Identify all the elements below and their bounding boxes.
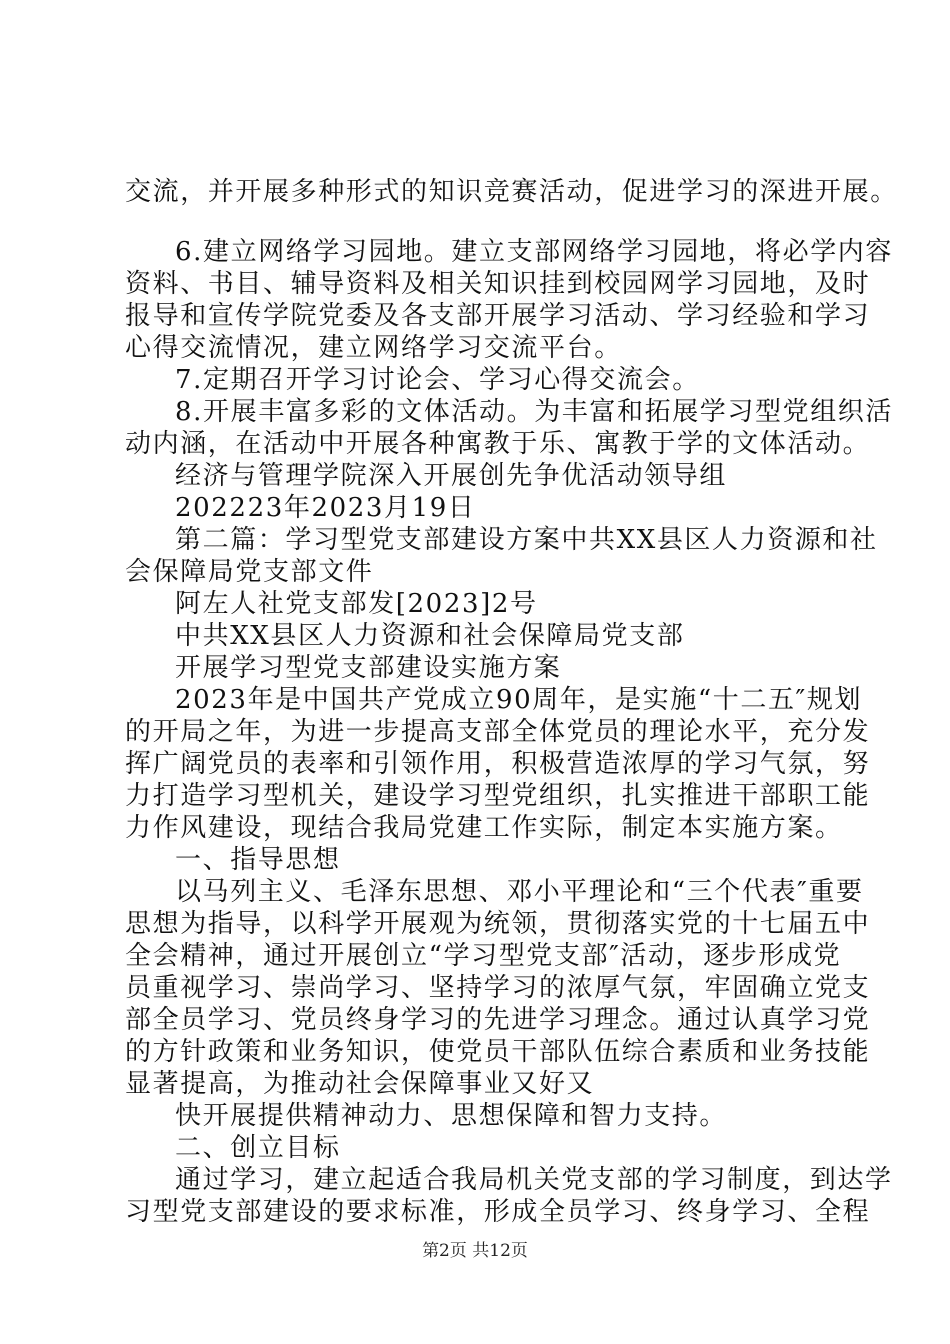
section-heading: 一、指导思想	[175, 845, 341, 875]
text-line: 员重视学习、崇尚学习、坚持学习的浓厚气氛，牢固确立党支	[125, 973, 871, 1003]
text-line: 习型党支部建设的要求标准，形成全员学习、终身学习、全程	[125, 1197, 871, 1227]
text-line: 报导和宣传学院党委及各支部开展学习活动、学习经验和学习	[125, 301, 871, 331]
text-line: 阿左人社党支部发[2023]2号	[175, 589, 538, 619]
text-line: 的开局之年，为进一步提高支部全体党员的理论水平，充分发	[125, 717, 871, 747]
text-line: 中共XX县区人力资源和社会保障局党支部	[175, 621, 685, 651]
text-line: 会保障局党支部文件	[125, 557, 374, 587]
text-line: 显著提高，为推动社会保障事业又好又	[125, 1069, 595, 1099]
text-line: 开展学习型党支部建设实施方案	[175, 653, 562, 683]
text-line: 思想为指导，以科学开展观为统领，贯彻落实党的十七届五中	[125, 909, 871, 939]
text-line: 7.定期召开学习讨论会、学习心得交流会。	[175, 365, 700, 395]
section-heading: 第二篇：学习型党支部建设方案中共XX县区人力资源和社	[175, 525, 878, 555]
text-line: 2023年是中国共产党成立90周年，是实施“十二五″规划	[175, 685, 863, 715]
text-line: 心得交流情况，建立网络学习交流平台。	[125, 333, 622, 363]
text-line: 动内涵，在活动中开展各种寓教于乐、寓教于学的文体活动。	[125, 429, 871, 459]
text-line: 经济与管理学院深入开展创先争优活动领导组	[175, 461, 728, 491]
text-line: 交流，并开展多种形式的知识竞赛活动，促进学习的深进开展。	[125, 177, 898, 207]
text-line: 力打造学习型机关，建设学习型党组织，扎实推进干部职工能	[125, 781, 871, 811]
text-line: 的方针政策和业务知识，使党员干部队伍综合素质和业务技能	[125, 1037, 871, 1067]
text-line: 挥广阔党员的表率和引领作用，积极营造浓厚的学习气氛，努	[125, 749, 871, 779]
text-line: 以马列主义、毛泽东思想、邓小平理论和“三个代表″重要	[175, 877, 864, 907]
page-number-footer: 第2页 共12页	[422, 1241, 528, 1261]
text-line: 力作风建设，现结合我局党建工作实际，制定本实施方案。	[125, 813, 843, 843]
text-line: 快开展提供精神动力、思想保障和智力支持。	[175, 1101, 728, 1131]
text-line: 资料、书目、辅导资料及相关知识挂到校园网学习园地，及时	[125, 269, 871, 299]
text-line: 202223年2023月19日	[175, 493, 476, 523]
section-heading: 二、创立目标	[175, 1133, 341, 1163]
text-line: 部全员学习、党员终身学习的先进学习理念。通过认真学习党	[125, 1005, 871, 1035]
text-line: 通过学习，建立起适合我局机关党支部的学习制度，到达学	[175, 1165, 893, 1195]
text-line: 全会精神，通过开展创立“学习型党支部″活动，逐步形成党	[125, 941, 842, 971]
text-line: 6.建立网络学习园地。建立支部网络学习园地，将必学内容	[175, 237, 894, 267]
text-line: 8.开展丰富多彩的文体活动。为丰富和拓展学习型党组织活	[175, 397, 894, 427]
